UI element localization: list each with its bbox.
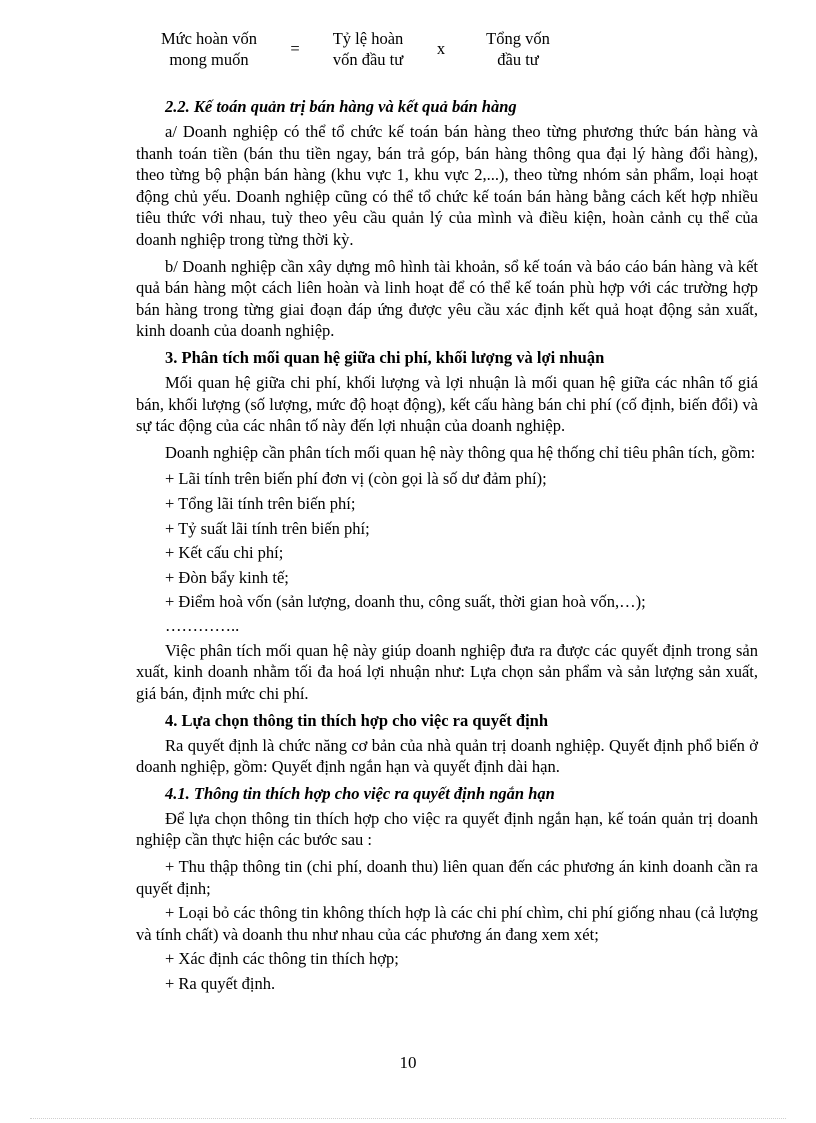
indicator-item: + Điểm hoà vốn (sản lượng, doanh thu, công suất, thời gian hoà vốn,…);	[165, 592, 646, 612]
ellipsis-line: …………..	[165, 615, 240, 635]
formula-term2-line1: Tổng vốn	[486, 29, 550, 48]
page-number: 10	[399, 1053, 417, 1072]
paragraph-4-1-intro: Để lựa chọn thông tin thích hợp cho việc ra quyết định ngắn hạn, kế toán quản trị doanh nghiệp cần thực hiện các bước sau :	[136, 808, 758, 850]
formula-term1	[314, 28, 422, 70]
formula-term2	[466, 28, 570, 70]
indicator-item: + Lãi tính trên biến phí đơn vị (còn gọi là số dư đảm phí);	[165, 469, 547, 489]
paragraph-4-1: Ra quyết định là chức năng cơ bản của nhà quản trị doanh nghiệp. Quyết định phổ biến ở doanh nghiệp, gồm: Quyết định ngắn hạn và quyết định dài hạn.	[136, 735, 758, 777]
step-item: + Xác định các thông tin thích hợp;	[165, 949, 399, 969]
formula-lhs-line1: Mức hoàn vốn	[160, 29, 257, 48]
indicator-item: + Tỷ suất lãi tính trên biến phí;	[165, 518, 370, 538]
formula-term2-line2: đầu tư	[497, 50, 539, 69]
page-bottom-divider	[30, 1118, 786, 1119]
formula-equals-sign: =	[290, 39, 300, 58]
step-item: + Ra quyết định.	[165, 974, 276, 993]
indicator-item: + Tổng lãi tính trên biến phí;	[165, 493, 356, 513]
paragraph-3-1: Mối quan hệ giữa chi phí, khối lượng và lợi nhuận là mối quan hệ giữa các nhân tố giá bán, khối lượng (số lượng, mức độ hoạt động), kết cấu hàng bán chi phí (cố định, biến đổi) và sự tác động của các nhân tố này đến lợi nhuận của doanh nghiệp.	[136, 372, 758, 436]
indicator-item: + Đòn bẩy kinh tế;	[165, 567, 289, 587]
paragraph-2-2-b: b/ Doanh nghiệp cần xây dựng mô hình tài khoản, sổ kế toán và báo cáo bán hàng và kết quả bán hàng một cách liên hoàn và linh hoạt để có thể kế toán phù hợp với các trường hợp bán hàng trong từng giai đoạn đáp ứng được yêu cầu xác định kết quả hoạt động sản xuất, kinh doanh của doanh nghiệp.	[136, 256, 758, 341]
paragraph-2-2-a: a/ Doanh nghiệp có thể tổ chức kế toán bán hàng theo từng phương thức bán hàng và thanh toán tiền (bán thu tiền ngay, bán trả góp, bán hàng thông qua đại lý hàng đổi hàng), theo từng bộ phận bán hàng (khu vực 1, khu vực 2,...), theo từng nhóm sản phẩm, loại hoạt động chủ yếu. Doanh nghiệp cũng có thể tổ chức kế toán bán hàng bằng cách kết hợp nhiều tiêu thức với nhau, tuỳ theo yêu cầu quản lý của mình và điều kiện, hoàn cảnh cụ thể của doanh nghiệp trong từng thời kỳ.	[136, 122, 758, 249]
heading-4-1: 4.1. Thông tin thích hợp cho việc ra quyết định ngắn hạn	[165, 783, 555, 803]
page-body	[136, 96, 758, 998]
paragraph-3-2: Doanh nghiệp cần phân tích mối quan hệ này thông qua hệ thống chỉ tiêu phân tích, gồm:	[165, 442, 756, 462]
step-item: + Thu thập thông tin (chi phí, doanh thu) liên quan đến các phương án kinh doanh cần ra quyết định;	[136, 857, 758, 898]
break-even-formula	[0, 28, 816, 78]
paragraph-3-3: Việc phân tích mối quan hệ này giúp doanh nghiệp đưa ra được các quyết định trong sản xuất, kinh doanh nhằm tối đa hoá lợi nhuận như: Lựa chọn sản phẩm và sản lượng sản xuất, giá bán, định mức chi phí.	[136, 640, 758, 704]
heading-4: 4. Lựa chọn thông tin thích hợp cho việc ra quyết định	[165, 710, 549, 730]
heading-3: 3. Phân tích mối quan hệ giữa chi phí, khối lượng và lợi nhuận	[165, 347, 605, 367]
heading-2-2: 2.2. Kế toán quản trị bán hàng và kết quả bán hàng	[165, 97, 517, 116]
formula-lhs-line2: mong muốn	[169, 50, 249, 69]
formula-term1-line1: Tỷ lệ hoàn	[332, 29, 404, 48]
indicator-item: + Kết cấu chi phí;	[165, 543, 284, 563]
step-item: + Loại bỏ các thông tin không thích hợp là các chi phí chìm, chi phí giống nhau (cả lượng và tính chất) và doanh thu như nhau của các phương án đang xem xét;	[136, 903, 758, 944]
formula-lhs	[146, 28, 272, 70]
formula-times-sign: x	[436, 39, 446, 58]
formula-term1-line2: vốn đầu tư	[332, 50, 404, 69]
